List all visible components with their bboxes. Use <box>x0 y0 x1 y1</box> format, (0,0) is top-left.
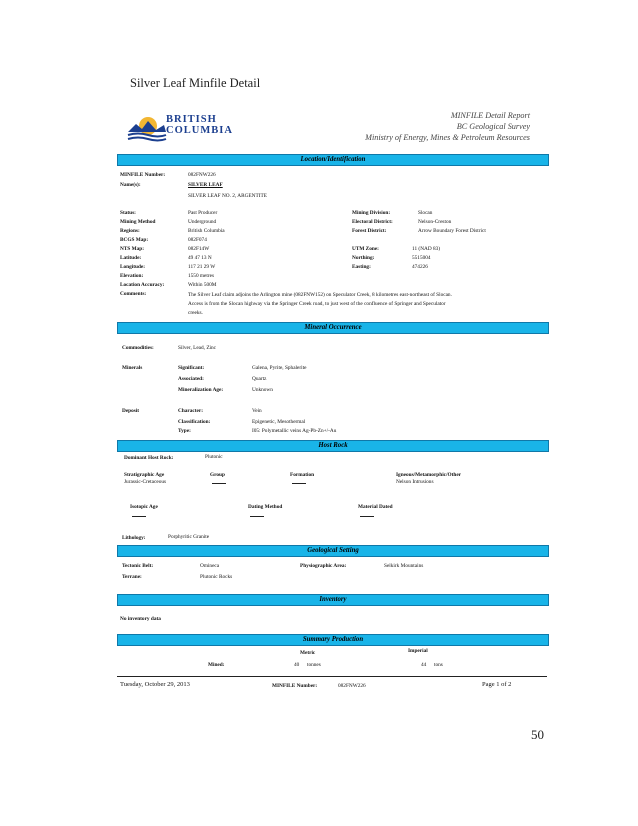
igneous-label: Igneous/Metamorphic/Other <box>396 472 462 478</box>
inventory-text: No inventory data <box>120 616 161 622</box>
section-bar-mineral <box>117 322 549 334</box>
nts-map-label: NTS Map: <box>120 246 144 252</box>
northing-label: Northing: <box>352 255 375 261</box>
easting-value: 474226 <box>412 264 428 270</box>
mining-method-label: Mining Method <box>120 219 156 225</box>
mining-division-label: Mining Division: <box>352 210 391 216</box>
dating-method-empty-dash <box>250 516 264 517</box>
mined-imperial-value: 44 <box>421 662 427 668</box>
lithology-label: Lithology: <box>122 535 146 541</box>
classification-value: Epigenetic, Mesothermal <box>252 419 306 425</box>
group-label: Group <box>210 472 225 478</box>
comments-label: Comments: <box>120 291 147 297</box>
type-value: I05: Polymetallic veins Ag-Pb-Zn+/-Au <box>252 428 337 434</box>
material-dated-empty-dash <box>360 516 374 517</box>
longitude-label: Longitude: <box>120 264 146 270</box>
minfile-value: 082FNW226 <box>188 172 216 178</box>
footer-minfile-value: 082FNW226 <box>338 683 366 689</box>
name-primary: SILVER LEAF <box>188 182 223 188</box>
section-title: Geological Setting <box>307 547 359 554</box>
electoral-district-label: Electoral District: <box>352 219 393 225</box>
imperial-label: Imperial <box>408 648 428 654</box>
footer-date: Tuesday, October 29, 2013 <box>120 681 190 688</box>
associated-value: Quartz <box>252 376 267 382</box>
page-caption: Silver Leaf Minfile Detail <box>130 76 261 90</box>
formation-label: Formation <box>290 472 315 478</box>
mining-division-value: Slocan <box>418 210 433 216</box>
northing-value: 5515004 <box>412 255 431 261</box>
stratigraphic-age-value: Jurassic-Cretaceous <box>124 479 167 485</box>
associated-label: Associated: <box>178 376 204 382</box>
section-title: Inventory <box>319 596 347 603</box>
nts-map-value: 082F14W <box>188 246 210 252</box>
bcgs-map-value: 082F074 <box>188 237 207 243</box>
electoral-district-value: Nelson-Creston <box>418 219 452 225</box>
lithology-value: Porphyritic Granite <box>168 534 210 540</box>
regions-value: British Columbia <box>188 228 225 234</box>
metric-label: Metric <box>300 650 316 656</box>
section-bar-summary-production <box>117 634 549 646</box>
utm-zone-value: 11 (NAD 83) <box>412 246 441 252</box>
logo-line-2: COLUMBIA <box>166 125 233 136</box>
stratigraphic-age-label: Stratigraphic Age <box>124 472 165 478</box>
logo-line-1: BRITISH <box>166 114 217 125</box>
physiographic-area-value: Selkirk Mountains <box>384 563 424 569</box>
significant-value: Galena, Pyrite, Sphalerite <box>252 365 307 371</box>
dominant-host-rock-label: Dominant Host Rock: <box>124 455 174 461</box>
minfile-label: MINFILE Number: <box>120 172 166 178</box>
page-number: 50 <box>531 727 544 742</box>
deposit-label: Deposit <box>122 408 140 414</box>
longitude-value: 117 21 29 W <box>188 264 216 270</box>
elevation-label: Elevation: <box>120 273 144 279</box>
mined-metric-unit: tonnes <box>307 662 321 668</box>
section-bar-inventory <box>117 594 549 606</box>
terrane-value: Plutonic Rocks <box>200 574 233 580</box>
character-value: Vein <box>252 408 262 414</box>
footer-page: Page 1 of 2 <box>482 681 512 688</box>
mineralization-age-label: Mineralization Age: <box>178 387 224 393</box>
section-title: Location/Identification <box>300 156 366 163</box>
significant-label: Significant: <box>178 365 205 371</box>
section-bar-host-rock <box>117 440 549 452</box>
material-dated-label: Material Dated <box>358 504 393 510</box>
utm-zone-label: UTM Zone: <box>352 246 379 252</box>
commodities-value: Silver, Lead, Zinc <box>178 345 217 351</box>
mining-method-value: Underground <box>188 219 217 225</box>
section-title: Summary Production <box>302 636 364 643</box>
footer-divider <box>117 676 547 677</box>
tectonic-belt-label: Tectonic Belt: <box>122 563 154 569</box>
dating-method-label: Dating Method <box>248 504 283 510</box>
section-title: Host Rock <box>318 442 348 449</box>
regions-label: Regions: <box>120 228 140 234</box>
commodities-label: Commodities: <box>122 345 154 351</box>
forest-district-label: Forest District: <box>352 228 387 234</box>
latitude-value: 49 47 13 N <box>188 255 212 261</box>
terrane-label: Terrane: <box>122 574 142 580</box>
status-label: Status: <box>120 210 136 216</box>
classification-label: Classification: <box>178 419 211 425</box>
group-empty-dash <box>212 483 226 484</box>
mined-metric-value: 40 <box>294 662 300 668</box>
bcgs-map-label: BCGS Map: <box>120 237 149 243</box>
report-survey: BC Geological Survey <box>456 122 530 131</box>
easting-label: Easting: <box>352 264 371 270</box>
location-accuracy-label: Location Accuracy: <box>120 282 165 288</box>
report-ministry: Ministry of Energy, Mines & Petroleum Resources <box>365 133 530 142</box>
mineralization-age-value: Unknown <box>252 387 273 393</box>
report-title: MINFILE Detail Report <box>450 111 530 120</box>
names-label: Name(s): <box>120 182 141 188</box>
footer-minfile-label: MINFILE Number: <box>272 683 318 689</box>
section-bar-geological-setting <box>117 545 549 557</box>
tectonic-belt-value: Omineca <box>200 563 220 569</box>
forest-district-value: Arrow Boundary Forest District <box>418 228 486 234</box>
location-accuracy-value: Within 500M <box>188 282 217 288</box>
mined-imperial-unit: tons <box>434 662 443 668</box>
latitude-label: Latitude: <box>120 255 142 261</box>
section-bar-location <box>117 154 549 166</box>
minerals-label: Minerals <box>122 365 143 371</box>
isotopic-age-label: Isotopic Age <box>130 504 158 510</box>
elevation-value: 1550 metres <box>188 273 215 279</box>
mined-label: Mined: <box>208 662 225 668</box>
comment-line-2: Access is from the Slocan highway via the Springer Creek road, to just west of the confluence of Springer and Speculator <box>188 301 446 307</box>
character-label: Character: <box>178 408 203 414</box>
comment-line-3: creeks. <box>188 310 203 316</box>
formation-empty-dash <box>292 483 306 484</box>
comment-line-1: The Silver Leaf claim adjoins the Arlington mine (082FNW152) on Speculator Creek, 8 kilometres east-northeast of Slocan. <box>188 292 452 298</box>
status-value: Past Producer <box>188 210 218 216</box>
isotopic-age-empty-dash <box>132 516 146 517</box>
section-title: Mineral Occurrence <box>304 324 362 331</box>
type-label: Type: <box>178 428 191 434</box>
name-secondary: SILVER LEAF NO. 2, ARGENTITE <box>188 193 267 199</box>
physiographic-area-label: Physiographic Area: <box>300 563 347 569</box>
dominant-host-rock-value: Plutonic <box>205 454 223 460</box>
igneous-value: Nelson Intrusions <box>396 479 434 485</box>
